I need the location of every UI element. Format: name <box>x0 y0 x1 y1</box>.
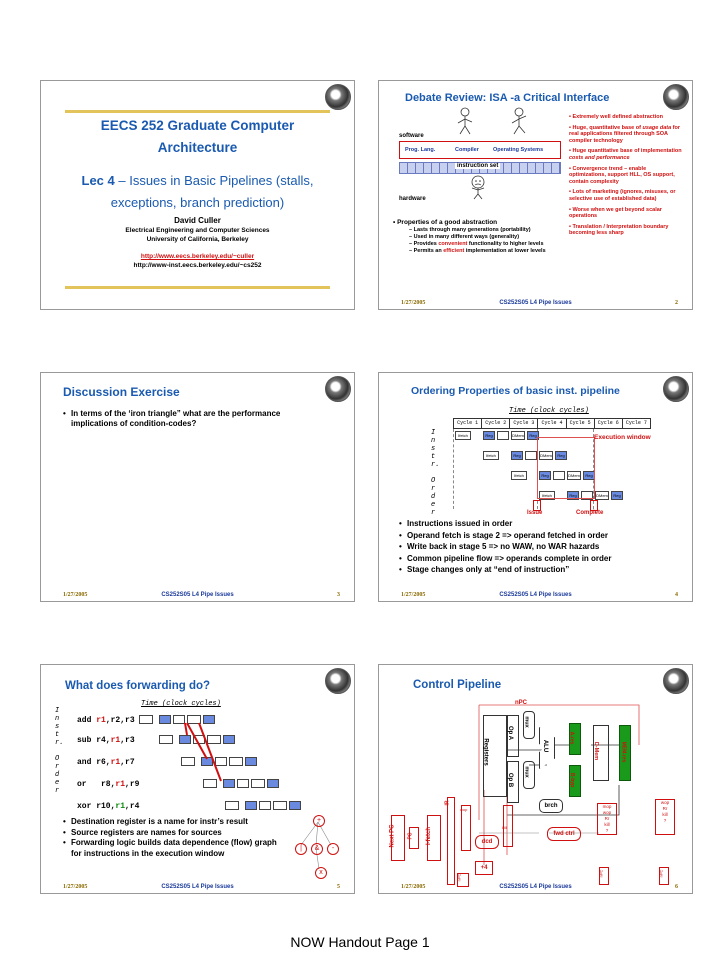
npc-label: nPC <box>515 700 527 706</box>
pipeline-diagram <box>453 429 653 509</box>
culler-link[interactable]: http://www.eecs.berkeley.edu/~culler <box>140 253 255 260</box>
dmem-label: D-Mem <box>593 741 600 761</box>
slide1-title: EECS 252 Graduate Computer Architecture <box>100 118 295 155</box>
slide-3 <box>40 372 355 602</box>
reg-stage: Reg <box>511 451 523 460</box>
execution-window-box <box>537 437 595 499</box>
dmem-stage: DMem <box>568 473 580 478</box>
forwarding-arrows <box>139 713 319 813</box>
mux-bottom-label: mux <box>523 766 530 778</box>
a-res-label: A-res <box>568 731 575 745</box>
berkeley-seal-icon <box>325 376 351 402</box>
datapath-diagram <box>379 665 692 893</box>
graph-node-plus: + <box>313 815 325 827</box>
lecture-title: Lec 4 – Issues in Basic Pipelines (stalls, exceptions, branch prediction) <box>81 173 314 210</box>
slide-number: 6 <box>675 884 678 890</box>
wop-label-1: wop <box>460 807 468 812</box>
slide-course: CS252S05 L4 Pipe Issues <box>161 884 234 890</box>
slide-number: 5 <box>337 884 340 890</box>
reg-stage: Reg <box>583 471 595 480</box>
mem-res-label: MEM-res <box>620 741 627 763</box>
course-link[interactable]: http://www-inst.eecs.berkeley.edu/~cs252 <box>133 262 262 269</box>
forwarding-pipeline <box>139 713 319 813</box>
compiler-label: Compiler <box>455 147 479 153</box>
slide-date: 1/27/2005 <box>63 884 88 890</box>
slide-course: CS252S05 L4 Pipe Issues <box>499 592 572 598</box>
graph-node-x: x <box>315 867 327 879</box>
alu-stage <box>525 451 537 460</box>
ir-latch <box>444 797 455 885</box>
slide4-title: Ordering Properties of basic inst. pipeline <box>411 385 620 397</box>
slide4-bullets: • Instructions issued in order • Operand fetch is stage 2 => operand fetched in order • Write back in stage 5 => no WAW, no WAR hazards • Common pipeline flow => operands complete in order • Stage changes only at “end of instruction” <box>399 518 684 576</box>
opa-label: Op A <box>507 725 514 741</box>
ctrl-box-mid: mop wop Rr kill ? <box>597 803 617 835</box>
time-label: Time (clock cycles) <box>141 700 221 708</box>
slide-1 <box>40 80 355 310</box>
graph-node-or: | <box>295 843 307 855</box>
slide-course: CS252S05 L4 Pipe Issues <box>161 592 234 598</box>
stick-figures-icon <box>447 106 547 136</box>
npc-latch-1-label: nPC <box>456 873 462 882</box>
ifetch-label: I-fetch <box>426 827 432 845</box>
issue-label: Issue <box>527 510 543 516</box>
slide5-title: What does forwarding do? <box>65 680 211 692</box>
slide6-title: Control Pipeline <box>413 679 502 691</box>
slide3-bullets: • In terms of the ‘iron triangle” what are the performance implications of condition-codes? <box>63 409 303 429</box>
slide-5: What does forwarding do? Time (clock cycles) I n s t r. O r d e r add r1,r2,r3 sub r4,r1,r3 and r6,r1,r7 or r8,r1,r9 xor r10,r1,r4 • Destination register is a name for instr’s result • Source registers are names for sources • Forwarding logic builds data dependence (flow) graph for instructions in the execution window + | & - x 1/27/2005 CS252S05 L4 Pipe Issues 5 <box>40 664 355 894</box>
slide-date: 1/27/2005 <box>401 884 426 890</box>
b-byp-label: B-byp <box>569 772 576 788</box>
time-label: Time (clock cycles) <box>509 407 589 415</box>
page-footer: NOW Handout Page 1 <box>290 934 430 950</box>
instr-order-axis: I n s t r. O r d e r <box>431 429 440 517</box>
execution-window-label: Execution window <box>594 434 651 441</box>
opb-label: Op B <box>507 772 514 788</box>
brch-box: brch <box>539 799 563 813</box>
mux-top-label: mux <box>523 716 530 728</box>
reg-stage: Reg <box>567 491 579 500</box>
graph-node-and: & <box>311 843 323 855</box>
reg-stage: Reg <box>539 471 551 480</box>
instruction-set-label: instruction set <box>457 163 499 169</box>
reg-stage: Reg <box>555 451 567 460</box>
ifetch-stage: Ifetch <box>483 451 499 460</box>
dmem-stage: DMem <box>512 433 524 438</box>
prog-lang-label: Prog. Lang. <box>405 147 436 153</box>
ctrl-box-right: wop Rr kill ? <box>655 799 675 835</box>
alu-label: ALU <box>542 739 549 753</box>
next-pc-label: Next PC <box>389 824 396 848</box>
pc-label: PC <box>407 832 414 840</box>
slide3-title: Discussion Exercise <box>63 385 180 399</box>
slide-date: 1/27/2005 <box>401 300 426 306</box>
ifetch-stage: Ifetch <box>455 431 471 440</box>
reg-stage: Reg <box>611 491 623 500</box>
ifetch-stage: Ifetch <box>511 471 527 480</box>
berkeley-seal-icon <box>663 376 689 402</box>
properties-block: • Properties of a good abstraction – Lasts through many generations (portability) – Used in many different ways (generality) – Provides convenient functionality to higher levels – Permits an efficient implementation at lower levels <box>393 219 546 254</box>
title-rule-bottom <box>65 286 330 289</box>
instr-order-axis: I n s t r. O r d e r <box>55 707 64 795</box>
reg-stage: Reg <box>483 431 495 440</box>
kill-label-1: kill <box>502 825 507 830</box>
reg-stage: Reg <box>527 431 539 440</box>
berkeley-seal-icon <box>325 84 351 110</box>
slide-number: 2 <box>675 300 678 306</box>
alu-stage <box>497 431 509 440</box>
complete-label: Complete <box>576 510 604 516</box>
slide-2 <box>378 80 693 310</box>
frowning-face-icon <box>467 174 489 200</box>
slide-date: 1/27/2005 <box>401 592 426 598</box>
slide-number: 4 <box>675 592 678 598</box>
registers-label: Registers <box>482 738 489 766</box>
fwd-ctrl-box: fwd ctrl <box>547 827 581 841</box>
ir-label: IR <box>444 800 451 806</box>
dmem-stage: DMem <box>596 493 608 498</box>
software-label: software <box>399 133 424 139</box>
slide-number: 3 <box>337 592 340 598</box>
title-rule-top <box>65 110 330 113</box>
npc-latch-2-label: nPC <box>598 869 604 878</box>
dependence-graph <box>281 815 341 887</box>
slide-4 <box>378 372 693 602</box>
slide-course: CS252S05 L4 Pipe Issues <box>499 300 572 306</box>
slide5-bullets: • Destination register is a name for instr’s result • Source registers are names for sources • Forwarding logic builds data dependence (flow) graph for instructions in the execution window <box>63 817 278 859</box>
slide-course: CS252S05 L4 Pipe Issues <box>499 884 572 890</box>
cycle-header: Cycle 1 Cycle 2 Cycle 3 Cycle 4 Cycle 5 Cycle 6 Cycle 7 <box>453 418 651 429</box>
slide2-title: Debate Review: ISA -a Critical Interface <box>405 92 610 104</box>
right-notes: • Extremely well defined abstraction • Huge, quantitative base of usage data for real applications filtered through SOA compiler technology • Huge quantitative base of implementation costs and performance • Convergence trend – enable optimizations, support HLL, OS support, contain complexity • Lots of marketing (ignores, misuses, or selective use of established data) • Worse when we get beyond scalar operations • Translation / Interpretation boundary becoming less sharp <box>569 114 682 237</box>
npc-latch-3-label: nPC <box>658 869 664 878</box>
dcd-box: dcd <box>475 835 499 849</box>
ifetch-stage: Ifetch <box>539 491 555 500</box>
os-label: Operating Systems <box>493 147 544 153</box>
berkeley-seal-icon <box>325 668 351 694</box>
slide-date: 1/27/2005 <box>63 592 88 598</box>
author-block: David Culler Electrical Engineering and Computer Sciences University of California, Berkeley http://www.eecs.berkeley.edu/~culler http://www-inst.eecs.berkeley.edu/~cs252 <box>41 215 354 270</box>
graph-node-minus: - <box>327 843 339 855</box>
plus4-box: +4 <box>475 861 493 875</box>
berkeley-seal-icon <box>663 84 689 110</box>
hardware-label: hardware <box>399 196 426 202</box>
dmem-stage: DMem <box>540 453 552 458</box>
slide-6 <box>378 664 693 894</box>
